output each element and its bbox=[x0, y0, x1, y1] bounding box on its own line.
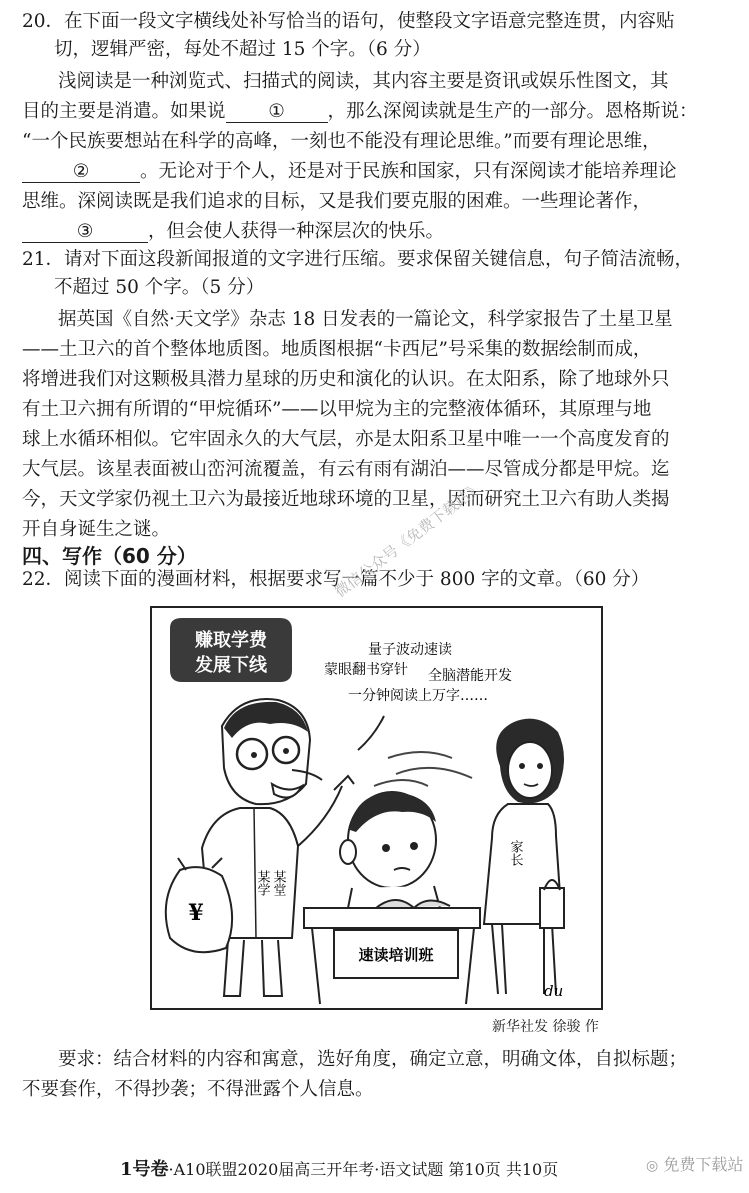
teacher-label: 某堂 bbox=[270, 870, 286, 896]
q20-paragraph-line4 bbox=[22, 160, 677, 184]
q20-text: 。无论对于个人，还是对于民族和国家，只有深阅读才能培养理论 bbox=[140, 161, 677, 182]
answer-blank-1[interactable]: ① bbox=[226, 100, 328, 123]
q21-news-line: ——土卫六的首个整体地质图。地质图根据“卡西尼”号采集的数据绘制而成， bbox=[22, 339, 652, 360]
answer-blank-3[interactable]: ③ bbox=[22, 220, 148, 243]
money-symbol: ¥ bbox=[188, 900, 204, 926]
q20-paragraph-line1: 浅阅读是一种浏览式、扫描式的阅读，其内容主要是资讯或娱乐性图文，其 bbox=[58, 71, 669, 92]
answer-blank-2[interactable]: ② bbox=[22, 160, 140, 183]
sign-text-line1: 赚取学费 bbox=[195, 630, 267, 651]
speech-text: 蒙眼翻书穿针 bbox=[324, 662, 408, 678]
watermark: 微信公众号《免费下载站》 bbox=[331, 478, 486, 601]
desk-sign-text: 速读培训班 bbox=[358, 946, 434, 964]
cartoon-image bbox=[150, 606, 603, 1010]
artist-signature: du bbox=[544, 982, 564, 1000]
cartoon-drawing bbox=[152, 608, 601, 1008]
teacher-figure bbox=[202, 699, 354, 996]
q22-prompt: 22．阅读下面的漫画材料，根据要求写一篇不少于 800 字的文章。（60 分） bbox=[22, 569, 650, 590]
q20-title-line2: 切，逻辑严密，每处不超过 15 个字。（6 分） bbox=[54, 39, 431, 60]
speech-text: 量子波动速读 bbox=[368, 642, 452, 658]
speech-text: 一分钟阅读上万字…… bbox=[348, 688, 488, 704]
q20-text: ，那么深阅读就是生产的一部分。恩格斯说： bbox=[327, 101, 698, 122]
cartoon-credit: 新华社发 徐骏 作 bbox=[492, 1019, 599, 1035]
wechat-icon: ◎ bbox=[646, 1158, 659, 1174]
watermark-bottom bbox=[646, 1152, 743, 1175]
q21-news-line: 球上水循环相似。它牢固永久的大气层，亦是太阳系卫星中唯一一个高度发育的 bbox=[22, 429, 670, 450]
q21-news-line: 有土卫六拥有所谓的“甲烷循环”——以甲烷为主的完整液体循环，其原理与地 bbox=[22, 399, 652, 420]
q21-news-line: 将增进我们对这颗极具潜力星球的历史和演化的认识。在太阳系，除了地球外只 bbox=[22, 369, 670, 390]
page-footer bbox=[120, 1155, 558, 1181]
q21-title-line2: 不超过 50 个字。（5 分） bbox=[54, 277, 265, 298]
q21-news-line: 大气层。该星表面被山峦河流覆盖，有云有雨有湖泊——尽管成分都是甲烷。迄 bbox=[22, 459, 670, 480]
parent-label: 家长 bbox=[507, 840, 523, 866]
q21-news-line: 开自身诞生之谜。 bbox=[22, 519, 171, 540]
parent-figure bbox=[484, 719, 564, 994]
q21-news-line: 据英国《自然·天文学》杂志 18 日发表的一篇论文，科学家报告了土星卫星 bbox=[58, 309, 673, 330]
q20-paragraph-line3: “一个民族要想站在科学的高峰，一刻也不能没有理论思维。”而要有理论思维， bbox=[22, 131, 661, 152]
sign-text-line2: 发展下线 bbox=[195, 655, 267, 676]
q21-news-line: 今，天文学家仍视土卫六为最接近地球环境的卫星，因而研究土卫六有助人类揭 bbox=[22, 489, 670, 510]
watermark-text: 免费下载站 bbox=[663, 1155, 744, 1174]
footer-text: ·A10联盟2020届高三开年考·语文试题 第10页 共10页 bbox=[168, 1160, 559, 1179]
q20-paragraph-line6 bbox=[22, 220, 444, 244]
teacher-label: 某学 bbox=[254, 870, 270, 896]
footer-logo: 1号卷 bbox=[120, 1159, 169, 1180]
section-heading: 四、写作（60 分） bbox=[22, 544, 197, 568]
q20-paragraph-line5: 思维。深阅读既是我们追求的目标，又是我们要克服的困难。一些理论著作， bbox=[22, 191, 652, 212]
requirements-line2: 不要套作，不得抄袭；不得泄露个人信息。 bbox=[22, 1079, 374, 1100]
q20-text: 目的主要是消遣。如果说 bbox=[22, 101, 226, 122]
q20-title-line1: 20．在下面一段文字横线处补写恰当的语句，使整段文字语意完整连贯，内容贴 bbox=[22, 11, 675, 32]
q20-text: ，但会使人获得一种深层次的快乐。 bbox=[148, 221, 445, 242]
speech-text: 全脑潜能开发 bbox=[428, 668, 512, 684]
student-figure bbox=[340, 792, 450, 908]
q21-title-line1: 21．请对下面这段新闻报道的文字进行压缩。要求保留关键信息，句子简洁流畅， bbox=[22, 249, 694, 270]
requirements-line1: 要求：结合材料的内容和寓意，选好角度，确定立意，明确文体，自拟标题； bbox=[58, 1049, 688, 1070]
q20-paragraph-line2 bbox=[22, 100, 698, 124]
